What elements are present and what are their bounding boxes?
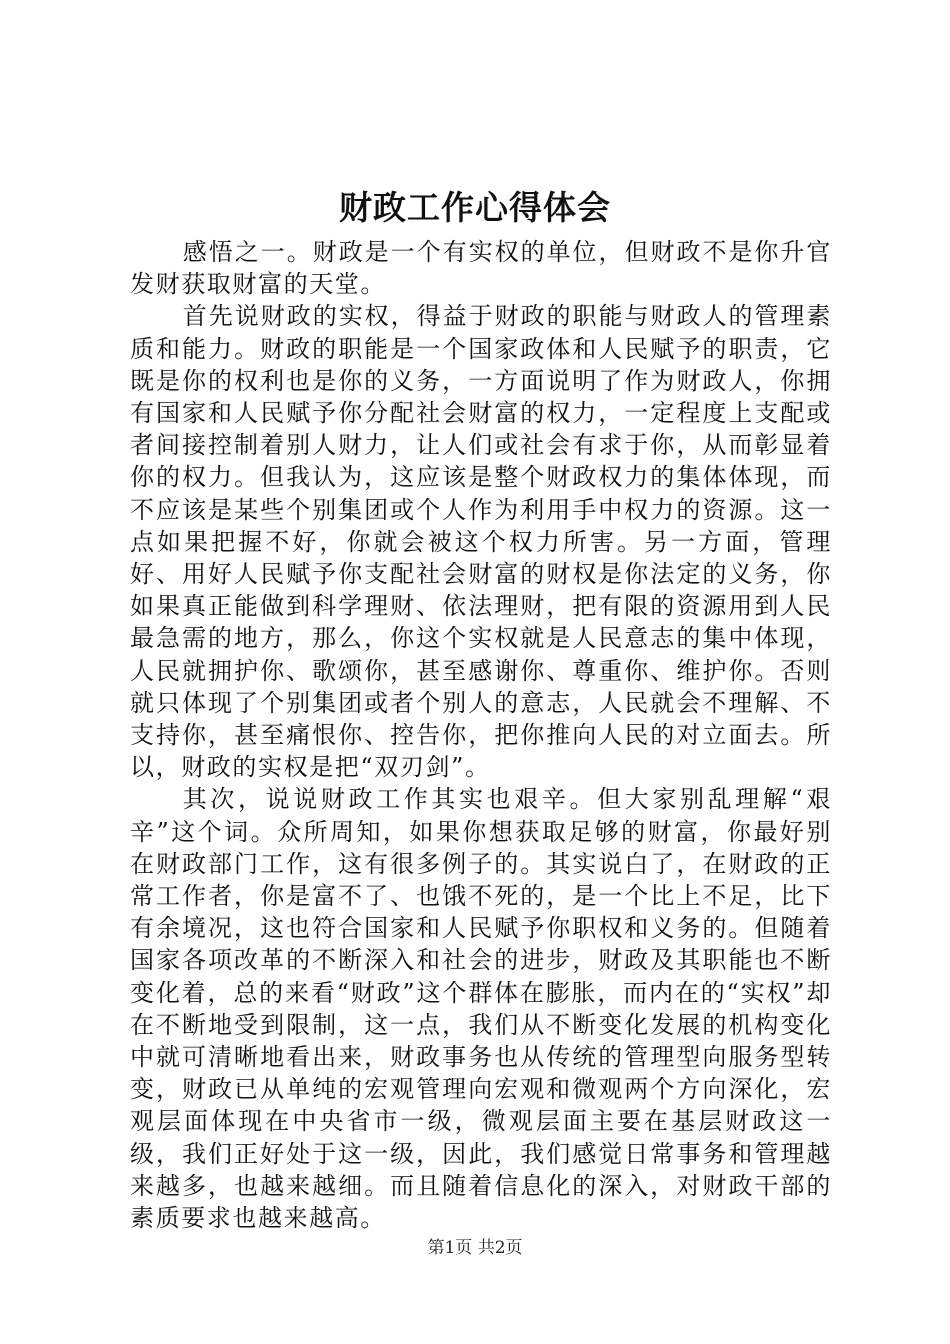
document-title: 财政工作心得体会 <box>339 188 611 227</box>
page-number-footer: 第1页 共2页 <box>427 1238 523 1258</box>
paragraph-real-power: 首先说财政的实权，得益于财政的职能与财政人的管理素质和能力。财政的职能是一个国家政体和人民赋予的职责，它既是你的权利也是你的义务，一方面说明了作为财政人，你拥有国家和人民赋予你分配社会财富的权力，一定程度上支配或者间接控制着别人财力，让人们或社会有求于你，从而彰显着你的权力。但我认为，这应该是整个财政权力的集体体现，而不应该是某些个别集团或个人作为利用手中权力的资源。这一点如果把握不好，你就会被这个权力所害。另一方面，管理好、用好人民赋予你支配社会财富的财权是你法定的义务，你如果真正能做到科学理财、依法理财，把有限的资源用到人民最急需的地方，那么，你这个实权就是人民意志的集中体现，人民就拥护你、歌颂你，甚至感谢你、尊重你、维护你。否则就只体现了个别集团或者个别人的意志，人民就会不理解、不支持你，甚至痛恨你、控告你，把你推向人民的对立面去。所以，财政的实权是把“双刃剑”。 <box>130 302 832 782</box>
paragraph-insight-one: 感悟之一。财政是一个有实权的单位，但财政不是你升官发财获取财富的天堂。 <box>130 238 832 299</box>
document-body <box>130 236 832 1234</box>
paragraph-hardship: 其次，说说财政工作其实也艰辛。但大家别乱理解“艰辛”这个词。众所周知，如果你想获取足够的财富，你最好别在财政部门工作，这有很多例子的。其实说白了，在财政的正常工作者，你是富不了、也饿不死的，是一个比上不足，比下有余境况，这也符合国家和人民赋予你职权和义务的。但随着国家各项改革的不断深入和社会的进步，财政及其职能也不断变化着，总的来看“财政”这个群体在膨胀，而内在的“实权”却在不断地受到限制，这一点，我们从不断变化发展的机构变化中就可清晰地看出来，财政事务也从传统的管理型向服务型转变，财政已从单纯的宏观管理向宏观和微观两个方向深化，宏观层面体现在中央省市一级，微观层面主要在基层财政这一级，我们正好处于这一级，因此，我们感觉日常事务和管理越来越多，也越来越细。而且随着信息化的深入，对财政干部的素质要求也越来越高。 <box>130 785 832 1233</box>
